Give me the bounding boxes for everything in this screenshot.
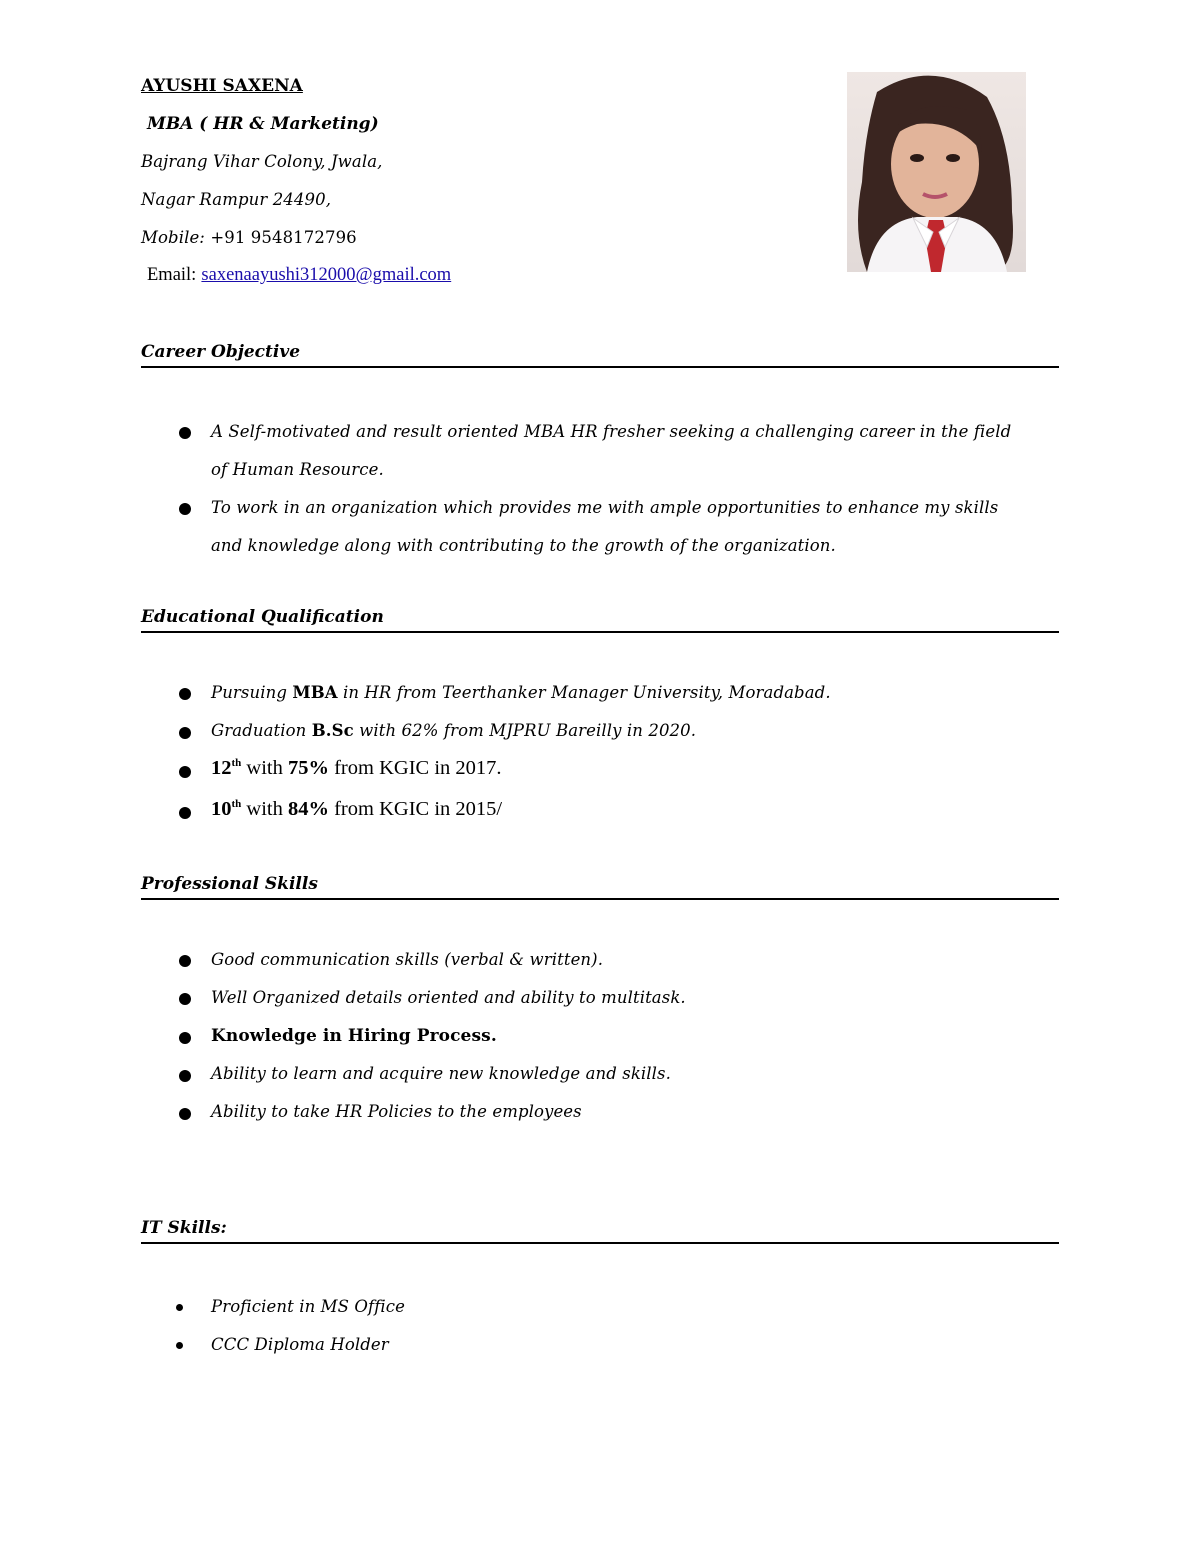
mobile-label: Mobile: xyxy=(141,228,205,247)
bullet-icon xyxy=(179,1070,191,1082)
section-divider xyxy=(141,1242,1059,1244)
bullet-icon xyxy=(179,807,191,819)
email-label: Email: xyxy=(147,265,197,285)
bullet-icon xyxy=(179,727,191,739)
section-divider xyxy=(141,631,1059,633)
bullet-icon xyxy=(179,503,191,515)
portrait-image xyxy=(847,72,1026,272)
section-divider xyxy=(141,898,1059,900)
bullet-icon xyxy=(179,766,191,778)
it-skill-item: Proficient in MS Office xyxy=(211,1297,406,1316)
resume-name: AYUSHI SAXENA xyxy=(141,76,303,96)
bullet-icon xyxy=(179,993,191,1005)
career-bullet-1-line-1: A Self-motivated and result oriented MBA HR fresher seeking a challenging career in the field xyxy=(211,422,1012,441)
section-divider xyxy=(141,366,1059,368)
mobile-value: +91 9548172796 xyxy=(210,228,357,247)
bullet-icon xyxy=(179,688,191,700)
address-line-2: Nagar Rampur 24490, xyxy=(141,190,332,209)
bullet-icon xyxy=(179,955,191,967)
it-skill-item: CCC Diploma Holder xyxy=(211,1335,389,1354)
bullet-icon xyxy=(179,1108,191,1120)
career-bullet-2-line-2: and knowledge along with contributing to the growth of the organization. xyxy=(211,536,836,555)
bullet-icon xyxy=(179,427,191,439)
degree-line: MBA ( HR & Marketing) xyxy=(147,114,379,134)
bullet-icon xyxy=(176,1342,183,1349)
skill-item: Good communication skills (verbal & written). xyxy=(211,950,604,969)
profile-photo xyxy=(847,72,1026,272)
bullet-icon xyxy=(179,1032,191,1044)
skill-item: Ability to take HR Policies to the employees xyxy=(211,1102,582,1121)
skill-item: Well Organized details oriented and ability to multitask. xyxy=(211,988,686,1007)
education-item-12th: 12th with 75% from KGIC in 2017. xyxy=(211,757,502,779)
career-bullet-2-line-1: To work in an organization which provides me with ample opportunities to enhance my skills xyxy=(211,498,999,517)
email-line xyxy=(147,265,451,286)
education-item-10th: 10th with 84% from KGIC in 2015/ xyxy=(211,798,503,820)
skill-item: Ability to learn and acquire new knowledge and skills. xyxy=(211,1064,671,1083)
section-title-career: Career Objective xyxy=(141,342,301,362)
section-title-skills: Professional Skills xyxy=(141,874,318,894)
address-line-1: Bajrang Vihar Colony, Jwala, xyxy=(141,152,383,171)
section-title-it-skills: IT Skills: xyxy=(141,1218,227,1238)
education-item-graduation: Graduation B.Sc with 62% from MJPRU Bareilly in 2020. xyxy=(211,721,697,740)
skill-item: Knowledge in Hiring Process. xyxy=(211,1026,497,1046)
education-item-mba: Pursuing MBA in HR from Teerthanker Manager University, Moradabad. xyxy=(211,683,831,702)
career-bullet-1-line-2: of Human Resource. xyxy=(211,460,384,479)
email-link[interactable]: saxenaayushi312000@gmail.com xyxy=(201,265,452,285)
mobile-line xyxy=(141,228,357,247)
bullet-icon xyxy=(176,1304,183,1311)
section-title-education: Educational Qualification xyxy=(141,607,384,627)
